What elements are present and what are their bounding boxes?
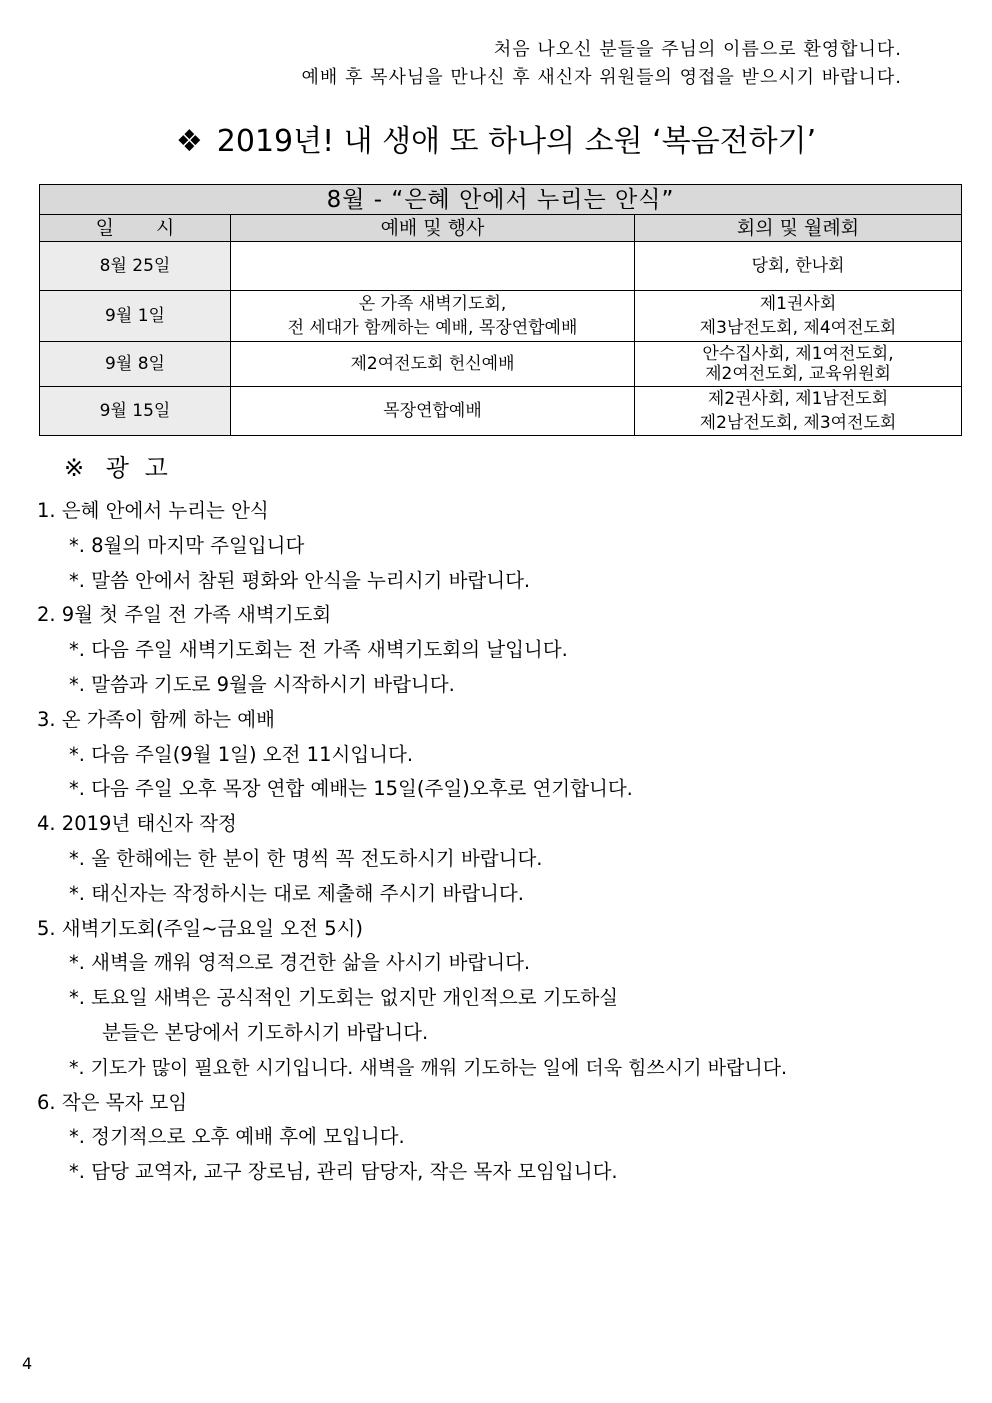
announcement-detail: *. 기도가 많이 필요한 시기입니다. 새벽을 깨워 기도하는 일에 더욱 힘쓰시기 바랍니다. xyxy=(69,1056,788,1079)
page-title-text: 2019년! 내 생애 또 하나의 소원 ‘복음전하기’ xyxy=(216,124,817,159)
announcement-detail: *. 올 한해에는 한 분이 한 명씩 꼭 전도하시기 바랍니다. xyxy=(69,846,543,870)
event-line: 제2여전도회 헌신예배 xyxy=(350,354,515,374)
row-events xyxy=(231,387,635,436)
announcement-detail: *. 다음 주일 오후 목장 연합 예배는 15일(주일)오후로 연기합니다. xyxy=(69,777,633,801)
announcement-title: 2. 9월 첫 주일 전 가족 새벽기도회 xyxy=(37,603,332,627)
announcement-detail: *. 태신자는 작정하시는 대로 제출해 주시기 바랍니다. xyxy=(69,881,524,905)
row-date: 9월 8일 xyxy=(40,342,231,387)
announcement-title: 6. 작은 목자 모임 xyxy=(37,1090,188,1114)
announcement-detail: *. 말씀 안에서 참된 평화와 안식을 누리시기 바랍니다. xyxy=(69,568,531,592)
announcement-title: 4. 2019년 태신자 작정 xyxy=(37,812,237,836)
meeting-line: 제1권사회 xyxy=(759,294,837,314)
page-number: 4 xyxy=(22,1354,33,1373)
meeting-line: 제2권사회, 제1남전도회 xyxy=(707,389,889,409)
row-meetings xyxy=(635,342,962,387)
announcement-detail: *. 다음 주일(9월 1일) 오전 11시입니다. xyxy=(69,742,414,766)
row-meetings xyxy=(635,387,962,436)
reference-mark-icon: ※ xyxy=(64,454,89,482)
row-date: 8월 25일 xyxy=(40,242,231,291)
table-row xyxy=(40,291,962,342)
announcement-detail-continued: 분들은 본당에서 기도하시기 바랍니다. xyxy=(102,1020,429,1044)
announcement-detail: *. 8월의 마지막 주일입니다 xyxy=(69,533,305,557)
announcement-detail: *. 새벽을 깨워 영적으로 경건한 삶을 사시기 바랍니다. xyxy=(69,951,531,975)
event-line: 전 세대가 함께하는 예배, 목장연합예배 xyxy=(287,318,578,338)
row-events xyxy=(231,242,635,291)
welcome-message xyxy=(102,36,902,92)
row-date: 9월 1일 xyxy=(40,291,231,342)
announcements-list xyxy=(37,494,937,1190)
meeting-line: 제3남전도회, 제4여전도회 xyxy=(699,318,897,338)
announcement-detail: *. 담당 교역자, 교구 장로님, 관리 담당자, 작은 목자 모임입니다. xyxy=(69,1160,618,1184)
welcome-line-2: 예배 후 목사님을 만나신 후 새신자 위원들의 영접을 받으시기 바랍니다. xyxy=(301,67,902,88)
row-events xyxy=(231,291,635,342)
announcement-detail: *. 토요일 새벽은 공식적인 기도회는 없지만 개인적으로 기도하실 xyxy=(69,986,619,1010)
welcome-line-1: 처음 나오신 분들을 주님의 이름으로 환영합니다. xyxy=(493,39,902,60)
row-date: 9월 15일 xyxy=(40,387,231,436)
announcement-detail: *. 정기적으로 오후 예배 후에 모입니다. xyxy=(69,1125,405,1149)
announcement-title: 3. 온 가족이 함께 하는 예배 xyxy=(37,707,275,731)
announcements-heading xyxy=(64,450,178,486)
announcement-title: 5. 새벽기도회(주일~금요일 오전 5시) xyxy=(37,916,364,940)
diamond-bullet-icon: ❖ xyxy=(175,124,203,159)
announcement-detail: *. 말씀과 기도로 9월을 시작하시기 바랍니다. xyxy=(69,672,455,696)
row-meetings xyxy=(635,242,962,291)
meeting-line: 제2여전도회, 교육위원회 xyxy=(705,364,891,384)
row-meetings xyxy=(635,291,962,342)
meeting-line: 제2남전도회, 제3여전도회 xyxy=(699,413,897,433)
event-line: 목장연합예배 xyxy=(383,401,482,421)
header-date: 일 시 xyxy=(40,215,231,242)
table-row xyxy=(40,342,962,387)
meeting-line: 당회, 한나회 xyxy=(751,256,845,276)
announcements-heading-text: 광 고 xyxy=(105,454,172,482)
header-meetings: 회의 및 월례회 xyxy=(635,215,962,242)
event-line: 온 가족 새벽기도회, xyxy=(358,294,507,314)
page-title xyxy=(0,120,992,164)
month-heading: 8월 - “은혜 안에서 누리는 안식” xyxy=(40,185,962,215)
table-row xyxy=(40,387,962,436)
announcement-title: 1. 은혜 안에서 누리는 안식 xyxy=(37,499,269,522)
meeting-line: 안수집사회, 제1여전도회, xyxy=(702,344,894,364)
header-events: 예배 및 행사 xyxy=(231,215,635,242)
announcement-detail: *. 다음 주일 새벽기도회는 전 가족 새벽기도회의 날입니다. xyxy=(69,638,568,662)
table-row xyxy=(40,242,962,291)
row-events xyxy=(231,342,635,387)
schedule-table xyxy=(39,184,962,436)
